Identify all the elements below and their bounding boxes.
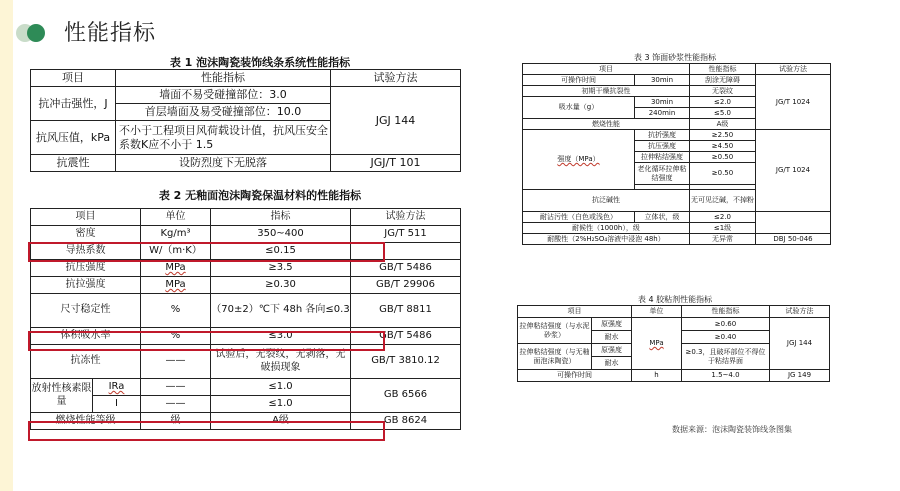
table2-cell: —— <box>141 345 211 379</box>
table2-cell: ≤0.15 <box>211 243 351 260</box>
table2-header: 指标 <box>211 209 351 226</box>
table4-cell: ≥0.3，且破坏部位不得位于粘结界面 <box>682 344 770 370</box>
table2 <box>30 208 461 430</box>
table2-cell: 导热系数 <box>31 243 141 260</box>
table1-cell: 墙面不易受碰撞部位：3.0 <box>116 87 331 104</box>
table2-cell: —— <box>141 396 211 413</box>
table3-cell: ≥4.50 <box>690 141 756 152</box>
table3-cell: 吸水量（g） <box>523 97 635 119</box>
table3-cell: ≤2.0 <box>690 97 756 108</box>
table2-cell: GB/T 5486 <box>351 328 461 345</box>
table2-cell: ≥0.30 <box>211 277 351 294</box>
table3 <box>522 63 831 245</box>
table3-cell: 无可见泛碱，不掉粉 <box>690 190 756 212</box>
table4-cell: 原强度 <box>592 318 632 331</box>
table2-cell: 放射性核素限量 <box>31 379 93 413</box>
table3-cell: JG/T 1024 <box>756 130 831 212</box>
table4-cell: ≥0.40 <box>682 331 770 344</box>
table2-header: 试验方法 <box>351 209 461 226</box>
table1-header: 项目 <box>31 70 116 87</box>
table2-cell: （70±2）℃下 48h 各向≤0.3 <box>211 294 351 328</box>
table1-cell: 抗风压值，kPa <box>31 121 116 155</box>
table4-cell: 拉伸粘结强度（与无釉面泡沫陶瓷） <box>518 344 592 370</box>
table3-cell: A级 <box>690 119 756 130</box>
table1-cell: 抗震性 <box>31 155 116 172</box>
table3-header: 项目 <box>523 64 690 75</box>
table2-cell <box>351 243 461 260</box>
table2-cell: 密度 <box>31 226 141 243</box>
table2-cell: % <box>141 328 211 345</box>
table3-cell: 可操作时间 <box>523 75 635 86</box>
table2-header: 项目 <box>31 209 141 226</box>
table1-cell: 设防烈度下无脱落 <box>116 155 331 172</box>
table2-cell: ≤1.0 <box>211 379 351 396</box>
table3-cell: 刮涂无障碍 <box>690 75 756 86</box>
table1-cell: 不小于工程项目风荷载设计值，抗风压安全系数K应不小于 1.5 <box>116 121 331 155</box>
table2-cell: 尺寸稳定性 <box>31 294 141 328</box>
table2-cell: MPa <box>141 277 211 294</box>
table1-cell: JGJ/T 101 <box>331 155 461 172</box>
table3-cell: ≥0.50 <box>690 163 756 185</box>
table3-cell: ≤5.0 <box>690 108 756 119</box>
table2-cell: GB 8624 <box>351 413 461 430</box>
table4-cell: ≥0.60 <box>682 318 770 331</box>
table2-cell: GB 6566 <box>351 379 461 413</box>
table2-cell: 试验后，无裂纹，无剥落，无破损现象 <box>211 345 351 379</box>
table2-cell: IRa <box>93 379 141 396</box>
table1-cell: 抗冲击强性，J <box>31 87 116 121</box>
table4-cell: 可操作时间 <box>518 370 632 382</box>
data-source-note: 数据来源：泡沫陶瓷装饰线条图集 <box>672 425 792 434</box>
table3-cell: 30min <box>635 97 690 108</box>
table2-cell: Kg/m³ <box>141 226 211 243</box>
table1 <box>30 69 461 172</box>
slide-title: 性能指标 <box>64 21 157 46</box>
green-circle-icon <box>27 24 45 42</box>
decorative-side-bar <box>0 0 13 491</box>
table3-cell: 抗折强度 <box>635 130 690 141</box>
table3-cell: 耐酸性（2%H₂SO₄溶液中浸泡 48h） <box>523 234 690 245</box>
table3-cell: 无裂纹 <box>690 86 756 97</box>
table4-cell: MPa <box>632 318 682 370</box>
table1-cell: 首层墙面及易受碰撞部位：10.0 <box>116 104 331 121</box>
table4-cell: 耐水 <box>592 357 632 370</box>
table3-cell: 初期干燥抗裂性 <box>523 86 690 97</box>
table2-cell: 抗拉强度 <box>31 277 141 294</box>
table2-cell: 体积吸水率 <box>31 328 141 345</box>
table4 <box>517 305 830 382</box>
table3-cell: ≤2.0 <box>690 212 756 223</box>
table3-header: 试验方法 <box>756 64 831 75</box>
table2-cell: GB/T 5486 <box>351 260 461 277</box>
table2-cell: A级 <box>211 413 351 430</box>
table2-cell: GB/T 8811 <box>351 294 461 328</box>
table4-cell: JG 149 <box>770 370 830 382</box>
table4-cell: 1.5~4.0 <box>682 370 770 382</box>
table3-cell: 燃烧性能 <box>523 119 690 130</box>
table4-cell: JGJ 144 <box>770 318 830 370</box>
table4-header: 项目 <box>518 306 632 318</box>
table2-cell: 抗压强度 <box>31 260 141 277</box>
table3-cell: ≤1级 <box>690 223 756 234</box>
table4-header: 单位 <box>632 306 682 318</box>
table3-cell: 立体状，级 <box>635 212 690 223</box>
table2-cell: ≤3.0 <box>211 328 351 345</box>
table2-cell: 350~400 <box>211 226 351 243</box>
table3-cell: DBJ 50-046 <box>756 234 831 245</box>
table3-cell: 强度（MPa） <box>523 130 635 190</box>
table2-cell: 燃烧性能等级 <box>31 413 141 430</box>
table2-cell: JG/T 511 <box>351 226 461 243</box>
table2-caption: 表 2 无釉面泡沫陶瓷保温材料的性能指标 <box>158 189 362 202</box>
table4-header: 试验方法 <box>770 306 830 318</box>
table2-cell: ≤1.0 <box>211 396 351 413</box>
table1-cell: JGJ 144 <box>331 87 461 155</box>
table3-cell: 抗泛碱性 <box>523 190 690 212</box>
table2-cell: —— <box>141 379 211 396</box>
table4-cell: 耐水 <box>592 331 632 344</box>
table3-cell: 耐候性（1000h），级 <box>523 223 690 234</box>
table2-cell: 抗冻性 <box>31 345 141 379</box>
table4-header: 性能指标 <box>682 306 770 318</box>
table3-cell: JG/T 1024 <box>756 75 831 130</box>
table1-header: 性能指标 <box>116 70 331 87</box>
table2-cell: GB/T 29906 <box>351 277 461 294</box>
table1-caption: 表 1 泡沫陶瓷装饰线条系统性能指标 <box>169 56 351 69</box>
table4-caption: 表 4 胶粘剂性能指标 <box>637 295 713 304</box>
table2-cell: W/（m·K） <box>141 243 211 260</box>
table4-cell: 原强度 <box>592 344 632 357</box>
table3-cell: 拉伸粘结强度 <box>635 152 690 163</box>
table3-cell: ≥2.50 <box>690 130 756 141</box>
table3-cell: 抗压强度 <box>635 141 690 152</box>
table3-cell <box>756 212 831 234</box>
table2-cell: 级 <box>141 413 211 430</box>
table2-cell: % <box>141 294 211 328</box>
table3-cell: 240min <box>635 108 690 119</box>
table1-header: 试验方法 <box>331 70 461 87</box>
table3-header: 性能指标 <box>690 64 756 75</box>
table4-cell: 拉伸粘结强度（与水泥砂浆） <box>518 318 592 344</box>
table3-cell: 老化循环拉伸粘结强度 <box>635 163 690 185</box>
table2-cell: GB/T 3810.12 <box>351 345 461 379</box>
table4-cell: h <box>632 370 682 382</box>
table2-cell: ≥3.5 <box>211 260 351 277</box>
table3-cell: 无异常 <box>690 234 756 245</box>
table2-cell: MPa <box>141 260 211 277</box>
table2-header: 单位 <box>141 209 211 226</box>
table3-cell: 30min <box>635 75 690 86</box>
table3-cell: 耐沾污性（白色或浅色） <box>523 212 635 223</box>
table3-cell: ≥0.50 <box>690 152 756 163</box>
table2-cell: I <box>93 396 141 413</box>
table3-caption: 表 3 饰面砂浆性能指标 <box>633 53 717 62</box>
